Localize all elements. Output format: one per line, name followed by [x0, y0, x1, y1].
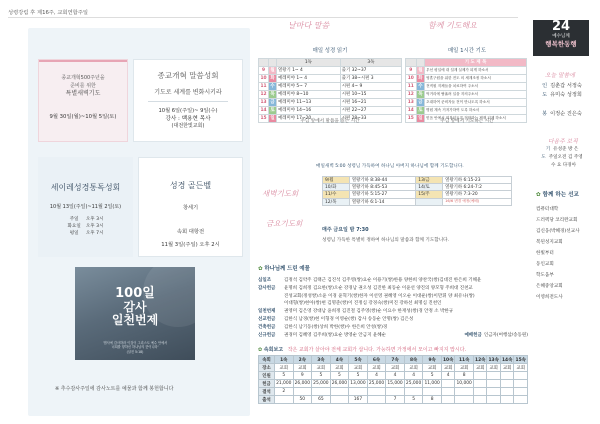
cell-desc: 작은 교회가 살아야 전체 교회가 삽니다. 가능하면 가정에서 모이고 빠지지 맙시다. [287, 347, 467, 353]
logo-brand: 행복한동행 [545, 40, 577, 48]
prayer-weekday: 일 [416, 115, 424, 123]
dawn-text: 열왕기하 7:3-20 [443, 191, 512, 198]
cell-value: 교회 [404, 364, 423, 372]
cell-value: 5 [330, 372, 349, 380]
cell-header: 6속 [367, 356, 386, 364]
cell-row-label: 출석 [259, 396, 275, 404]
reading-day: 9 [259, 67, 269, 75]
prayer-note: 주님 앞에서 기도하는 시간 [440, 119, 494, 124]
today-role: 봉 [542, 111, 548, 117]
mission-item: 한빛부터 [536, 251, 554, 256]
card-golden-bell [138, 157, 243, 257]
reading-3: 시편 4~ 9 [340, 83, 401, 91]
cell-value: 교회 [293, 364, 312, 372]
cell-value [404, 388, 423, 396]
cell-value [500, 396, 513, 404]
offering-type: 십일조 [258, 278, 272, 283]
prayer-weekday: 금 [416, 99, 424, 107]
today-row [534, 82, 590, 91]
cell-value [514, 372, 528, 380]
cell-value [330, 396, 349, 404]
cell-value: 167 [349, 396, 368, 404]
reading-day: 13 [260, 100, 267, 105]
cell-value: 교회 [312, 364, 331, 372]
cell-value: 교회 [500, 364, 513, 372]
offering-list [258, 277, 528, 339]
prayer-topics-table [405, 58, 527, 123]
today-row [534, 110, 590, 119]
cell-value [441, 396, 454, 404]
dawn-date [416, 198, 443, 205]
offering-row [258, 332, 528, 340]
cell-value: 13,000 [350, 381, 366, 386]
reading-1: 예레미야 14~16 [277, 107, 341, 115]
next-list [534, 146, 590, 170]
dawn-title: 매일새벽 5:00 성령님 가득하여 하나님 아버지 하나님에 함께 기도합니다. [316, 164, 464, 169]
mission-item: 복된성지교회 [536, 240, 563, 245]
prayer-weekday: 수 [416, 83, 424, 91]
cell-value [367, 388, 386, 396]
dawn-text: 열왕기하 6:24-7:2 [443, 184, 512, 191]
promo-caption3: (살전 5:18) [126, 349, 144, 354]
cell-heading-text: 속회보고 [263, 347, 284, 353]
offering-row [258, 293, 528, 301]
next-role: 기 [545, 147, 551, 152]
prayer-weekday: 토 [416, 107, 424, 115]
schedule-time: 오후 7시 [85, 231, 104, 236]
cell-value [473, 372, 486, 380]
mission-item: 동인교회 [536, 262, 554, 267]
prayer-topic: 초대하여 준비자들 전이 만나도록 하소서 [425, 99, 527, 107]
bible-table-title: 매일 성경 읽기 [312, 48, 348, 54]
offering-row [258, 300, 528, 308]
card2-speaker: 강사 : 백용현 목사 [165, 116, 211, 122]
cell-value: 교회 [487, 364, 500, 372]
reading-day: 15 [260, 116, 267, 121]
bible-note: 주님 앞에서 말씀을 읽는 시간 [300, 119, 360, 124]
card1-line3: 특별새벽기도 [65, 90, 101, 97]
cell-value [514, 380, 528, 388]
cell-value [441, 380, 454, 388]
card4-title: 성경 골든벨 [169, 181, 212, 190]
cell-header: 9속 [423, 356, 442, 364]
next-row [534, 162, 590, 170]
cell-value [514, 396, 528, 404]
schedule-day: 평일 [69, 231, 79, 236]
prayer-weekday: 화 [416, 75, 424, 83]
card4-sub1: 창세기 [182, 205, 199, 211]
prayer-topic: 영혼구원을 위한 전도 의 세계조정 하소서 [425, 75, 527, 83]
cell-value: 8 [423, 396, 442, 404]
prayer-day: 12 [406, 91, 417, 99]
cell-value: 15,000 [387, 381, 403, 386]
mission-item: 은혜중앙교회 [536, 284, 563, 289]
cell-value: 25,000 [405, 381, 422, 386]
reading-weekday: 토 [270, 108, 275, 113]
dawn-date: 12/목 [323, 198, 350, 205]
prayer-topic: 병원 계속 거저가하여 도록 하소서 [425, 107, 527, 115]
reading-1: 예레미야 11~13 [277, 99, 341, 107]
dawn-text: 열왕기하 8:45-53 [349, 184, 415, 191]
offering-names: 윤명희 김희정 김요한(쌍)오순 강경남 권오성 김진한 최동순 이윤선 양진의 양모형 주희대 진천교 [284, 285, 473, 291]
offering-names: 김한식 남경(쌍)현 이형경 이영순(쌍) 감사 송동순 안명(쌍) 김은성 [284, 316, 414, 322]
leaf-icon: ✿ [258, 266, 263, 272]
prayer-heading: 함께 기도해요 [428, 21, 477, 30]
offering-row [258, 308, 528, 316]
corner-cell [416, 59, 424, 67]
cell-value: 교회 [275, 364, 294, 372]
cell-value: 교회 [367, 364, 386, 372]
card2-church: (대전한빛교회) [171, 123, 205, 129]
today-names: 김춘갑 서정숙 [550, 83, 582, 89]
cell-value: 4 [367, 372, 386, 380]
offering-names: 권영미 김은영 강대남 윤희정 김진철 김주영(쌍)순 이요수 한재성(쌍)경 안정 소 박한규 [284, 309, 454, 315]
card1-line2: 준비를 위한 [70, 83, 96, 89]
cell-value: 21,000 [276, 381, 292, 386]
cell-value [487, 396, 500, 404]
cell-value [487, 372, 500, 380]
offering-type: 건축헌금 [258, 324, 276, 330]
cell-value: 26,000 [294, 381, 310, 386]
mission-item: 학도움부 [536, 273, 554, 278]
promo-thanks-image [75, 267, 195, 360]
today-role: 인 [542, 83, 548, 89]
cell-header: 2속 [293, 356, 312, 364]
cell-value: 교회 [441, 364, 454, 372]
offering-names: 진성교회(정성쌍)소윤 이경 윤혁기(쌍)한자 이선영 권혜영 이오순 이대운(쌍)이만휘 양 최유나(쌍) [284, 293, 475, 299]
cell-header: 14속 [501, 357, 513, 363]
cell-value: 25,000 [368, 381, 385, 386]
next-role: 도 [541, 155, 546, 160]
next-names: 유성준 방 은 [553, 147, 579, 152]
card3-title: 세이레성경통독성회 [50, 183, 121, 192]
cell-value [386, 388, 405, 396]
cell-value: 4 [404, 372, 423, 380]
cell-value [423, 388, 442, 396]
offering-names: 김한식 남기동(쌍)상희 박한(쌍)수 한은희 안성(쌍)경 [284, 324, 388, 330]
cell-header: 15속 [515, 357, 526, 363]
cell-value [293, 388, 312, 396]
prayer-day: 10 [406, 75, 417, 83]
bible-reading-table [258, 58, 402, 123]
cell-header: 속회 [259, 356, 275, 364]
next-names: 주일오전 김 주영 [548, 155, 583, 160]
dawn-text: 16/6 변경 예정(예배) [443, 198, 512, 205]
prayer-table-title: 매일 1시간 기도 [447, 48, 487, 54]
reading-day: 10 [260, 76, 267, 81]
cell-header: 5속 [349, 356, 368, 364]
reading-1: 예레미야 5~ 7 [277, 83, 341, 91]
cell-value [473, 396, 486, 404]
today-row [534, 91, 590, 100]
dawn-text: 열왕기하 8:38-44 [349, 177, 415, 184]
today-names: 이정순 진은숙 [550, 111, 582, 117]
offering-type: 신규헌금 [258, 332, 276, 338]
cell-header: 10속 [442, 357, 454, 363]
dawn-date: 9/월 [323, 177, 350, 184]
dawn-date: 13/금 [416, 177, 443, 184]
corner-cell [406, 59, 417, 67]
card-bible-reading [38, 157, 133, 257]
mission-item: 이영희전도사 [536, 295, 563, 300]
cell-value: 50 [293, 396, 312, 404]
prayer-day: 14 [406, 107, 417, 115]
offering-type: 감사헌금 [258, 285, 276, 291]
offering-row [258, 285, 528, 293]
cell-value: 5 [423, 372, 442, 380]
cell-row-label: 인원 [259, 372, 275, 380]
card4-sub2: 속회 대항전 [176, 229, 205, 235]
offering-extra-value: 인금자(여행삼/송동원) [483, 332, 528, 338]
cell-header: 13속 [488, 357, 499, 363]
promo-title-offering: 일천번제 [111, 313, 159, 327]
cell-value: 교회 [349, 364, 368, 372]
today-title: 오늘 말씀에 [545, 73, 575, 79]
reading-weekday: 금 [270, 100, 275, 105]
dawn-date: 10/화 [323, 184, 350, 191]
reading-weekday: 화 [270, 76, 275, 81]
card2-divider [148, 101, 228, 102]
cell-value [487, 388, 500, 396]
today-list [534, 82, 590, 119]
next-row [534, 154, 590, 162]
cell-value: 25,000 [313, 381, 329, 386]
cell-value: 5 [275, 372, 294, 380]
prayer-weekday: 목 [416, 91, 424, 99]
corner-cell [259, 59, 269, 67]
promo-title-thanks: 감사 [123, 300, 147, 314]
dawn-schedule-table [322, 176, 512, 206]
mission-item: 컴퓨터대학 [536, 207, 559, 212]
offering-type: 선교헌금 [258, 316, 276, 322]
schedule-time: 오후 3시 [85, 224, 104, 229]
card4-date: 11월 3일(주일) 오후 2시 [161, 242, 220, 248]
offering-heading-text: 하나님께 드린 예물 [264, 266, 310, 272]
offering-row [258, 277, 528, 285]
cell-value: 9 [293, 372, 312, 380]
cell-value: 65 [312, 396, 331, 404]
schedule-time: 오후 3시 [85, 217, 104, 222]
card1-line1: 종교개혁500주년을 [61, 75, 105, 81]
leaf-icon: ✿ [536, 192, 541, 198]
cell-value [514, 388, 528, 396]
offering-names: 권경미 김혜영 김주희(쌍)요순 방영순 안금지 윤혜순 [284, 332, 386, 338]
cell-value: 7 [386, 396, 405, 404]
offering-type [258, 300, 284, 308]
promo-caption2: 너희를 향하신 하나님의 뜻이니라' [111, 345, 159, 349]
reading-3: 출기 32~37 [340, 67, 401, 75]
leaf-icon: ✿ [258, 347, 263, 353]
cell-value [500, 372, 513, 380]
reading-3: 출기 38~시편 3 [340, 75, 401, 83]
cell-value: 교회 [473, 364, 486, 372]
cell-report-heading [258, 346, 466, 353]
cell-value: 5 [349, 372, 368, 380]
friday-heading: 금요기도회 [266, 219, 303, 228]
logo-number: 24 [551, 19, 571, 34]
dawn-text: 열왕기하 6:1-14 [349, 198, 415, 205]
next-names: 수 요 다경아 [550, 163, 577, 168]
card2-title: 종교개혁 말씀성회 [157, 71, 219, 80]
cell-value: 교회 [330, 364, 349, 372]
col-header-2: 3독 [340, 59, 401, 67]
reading-weekday: 목 [270, 92, 275, 97]
cell-report-table [258, 355, 528, 404]
cell-header: 1속 [275, 356, 294, 364]
reading-weekday: 일 [270, 116, 275, 121]
offering-row [258, 316, 528, 324]
reading-weekday: 수 [270, 84, 275, 89]
dawn-heading: 새벽기도회 [262, 189, 299, 198]
cell-value: 5 [312, 372, 331, 380]
prayer-topic: 우선 평일에 대 설계 실제가 되게 하소서 [425, 67, 527, 75]
cell-value: 교회 [455, 364, 474, 372]
cell-value: 8 [455, 372, 474, 380]
offering-names: 김정석 김약주 김태근 김진석 김주영(쌍)요순 이용기(쌍)한용 양한희 양찬국(쌍)김대진 한은희 기해윤 [284, 278, 482, 283]
cell-value [473, 388, 486, 396]
reading-1: 예레미야 1~ 4 [277, 75, 341, 83]
reading-day: 12 [260, 92, 267, 97]
cell-value [441, 388, 454, 396]
today-names: 유미숙 성정희 [550, 92, 582, 98]
cell-header: 11속 [455, 356, 474, 364]
col-header-1: 1독 [277, 59, 341, 67]
dawn-date: 11/수 [323, 191, 350, 198]
friday-title: 매주 금요일 밤 7:30 [322, 227, 369, 233]
mission-title-text: 함께 하는 선교 [542, 192, 579, 198]
dawn-text: 열왕기하 6:15-23 [443, 177, 512, 184]
next-row [534, 146, 590, 154]
cell-value: 26,000 [331, 381, 348, 386]
cell-value [455, 396, 474, 404]
cell-row-label: 헌금 [259, 380, 275, 388]
offering-extra-label: 예배헌금 [464, 332, 482, 338]
cell-value [312, 388, 331, 396]
prayer-day: 11 [406, 83, 417, 91]
cell-value [500, 388, 513, 396]
col-header-topics: 기 도 제 목 [425, 59, 527, 67]
prayer-topic: 먹거리에 땀흘려 일을 지켜주소서 [425, 91, 527, 99]
cell-value [330, 388, 349, 396]
cell-value: 4 [441, 372, 454, 380]
schedule-day: 화요일 [67, 224, 81, 229]
offering-type [258, 293, 284, 301]
cell-value: 교회 [423, 364, 442, 372]
reading-1: 예레미야 8~10 [277, 91, 341, 99]
card2-subtitle: 기도로 세계를 변화시키라 [154, 89, 222, 96]
schedule-day: 주일 [69, 217, 79, 222]
cell-value: 11,000 [424, 381, 440, 386]
mission-title [536, 190, 579, 198]
header-rule [8, 17, 518, 18]
reading-day: 11 [260, 84, 267, 89]
cell-value [367, 396, 386, 404]
cell-value: 4 [386, 372, 405, 380]
dawn-date: 14/토 [416, 184, 443, 191]
cell-row-label: 장소 [259, 364, 275, 372]
card3-date: 10월 13일(주일)~11월 2일(토) [49, 204, 122, 210]
cell-header: 12속 [475, 357, 486, 363]
offering-heading [258, 264, 310, 272]
offering-row [258, 324, 528, 332]
dawn-text: 열왕기하 5:15-27 [349, 191, 415, 198]
promo-caption1: '범사에 감사하라 이것이 그리스도 예수 안에서 [102, 340, 168, 345]
logo-block [533, 20, 589, 56]
next-title: 다음주 보직 [548, 139, 578, 145]
friday-desc: 성령님 가득한 특별히 정하여 하나님의 말씀과 함께 기도합니다. [322, 238, 450, 243]
prayer-day: 9 [406, 67, 417, 75]
today-role: 도 [542, 92, 548, 98]
card2-date: 10월 6일(주일)~ 9일(수) [158, 108, 218, 114]
reading-weekday: 월 [270, 68, 275, 73]
mission-list [536, 204, 596, 303]
reading-1: 열왕기 1~ 4 [277, 67, 341, 75]
reading-3: 시편 16~21 [340, 99, 401, 107]
mission-item: 김신웅(박혜경)선교사 [536, 229, 580, 234]
reading-day: 14 [260, 108, 267, 113]
mission-item: 드러펙당 코리완교회 [536, 218, 578, 223]
card-special-prayer [38, 59, 128, 142]
prayer-topic: 믿음 안에서 회복되도록 전학하는 제재 되게 하소서 [425, 115, 527, 123]
cell-value: 교회 [386, 364, 405, 372]
dawn-date: 15/주 [416, 191, 443, 198]
cell-value [275, 396, 294, 404]
cell-value: 교회 [514, 364, 528, 372]
logo-sub: 예수님께 [552, 34, 570, 39]
prayer-day: 13 [406, 99, 417, 107]
reading-1: 예레미야 17~20 [277, 115, 341, 123]
reading-3: 시편 28~33 [340, 115, 401, 123]
offering-type: 일천번제 [258, 309, 276, 315]
cell-value [455, 388, 474, 396]
cell-header: 7속 [386, 356, 405, 364]
cell-header: 3속 [312, 356, 331, 364]
corner-cell [269, 59, 277, 67]
bible-heading: 날마다 말씀 [288, 21, 330, 30]
cell-value: 5 [404, 396, 423, 404]
promo-title-100: 100일 [115, 286, 155, 301]
card1-date: 9월 30일(월)~10월 5일(토) [49, 114, 117, 120]
cell-value: 2 [275, 388, 294, 396]
reading-3: 시편 22~27 [340, 107, 401, 115]
cell-value [349, 388, 368, 396]
prayer-weekday: 월 [416, 67, 424, 75]
offering-names: 이대형(쌍)현아(쌍)현 김명준(쌍)이 진정심 강경숙(쌍)미진 강하선 최명심 진천인 [284, 301, 442, 307]
cell-value [487, 380, 500, 388]
card-reformation-revival [133, 59, 243, 142]
cell-header: 8속 [404, 356, 423, 364]
reading-3: 시편 10~15 [340, 91, 401, 99]
cell-value [500, 380, 513, 388]
prayer-day: 15 [406, 115, 417, 123]
cell-value [473, 380, 486, 388]
cell-row-label: 결석 [259, 388, 275, 396]
promo-footnote: ※ 추수감사주일에 감사노트를 예물과 함께 봉헌합니다 [55, 386, 174, 392]
card3-schedule [67, 216, 103, 237]
date-line: 성령강림 후 제16주, 교회연합주일 [8, 10, 88, 16]
cell-header: 4속 [330, 356, 349, 364]
cell-value: 10,000 [456, 381, 472, 386]
prayer-topic: 전직원 지체들을 치료하여 주소서 [425, 83, 527, 91]
